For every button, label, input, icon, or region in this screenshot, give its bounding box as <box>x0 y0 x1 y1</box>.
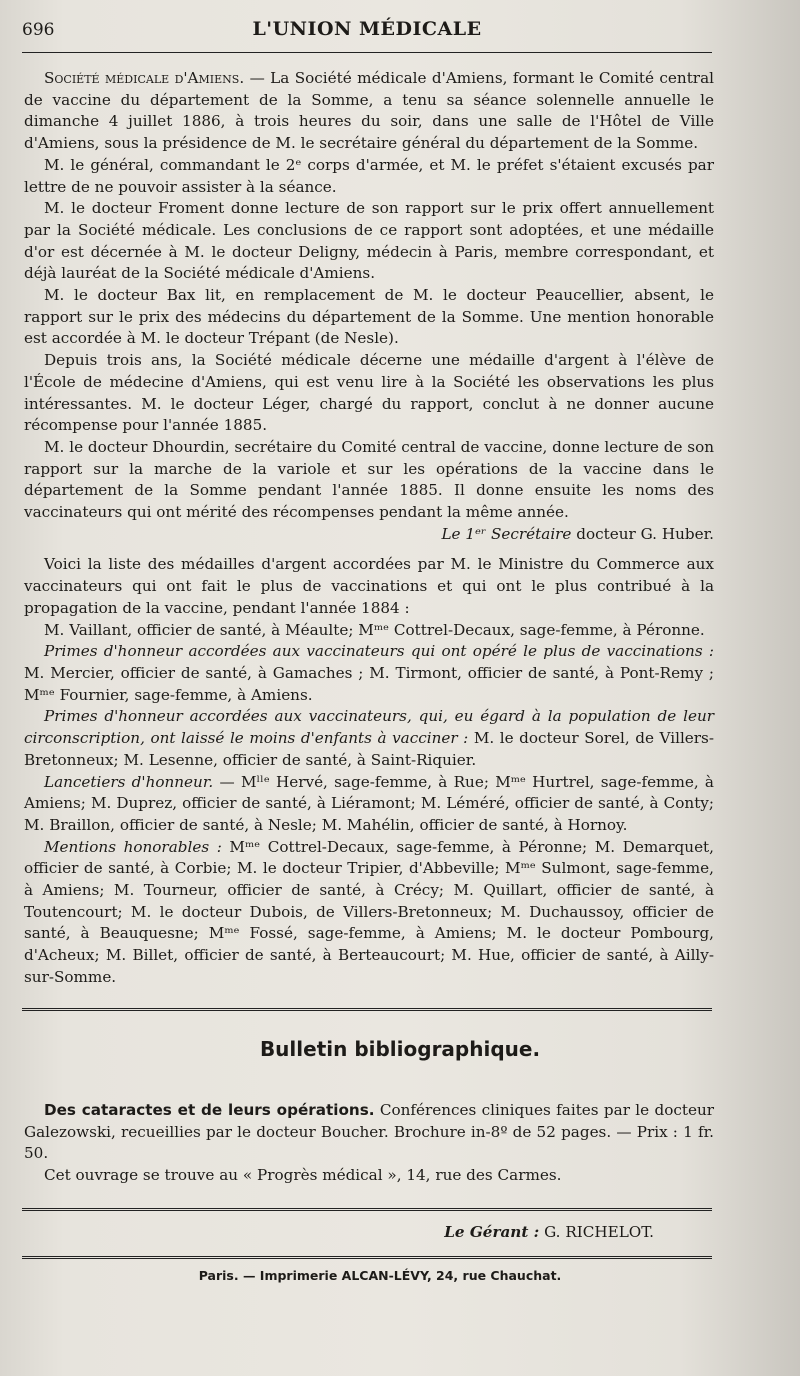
gerant-block <box>24 1222 714 1244</box>
paragraph-froment: M. le docteur Froment donne lecture de son rapport sur le prix offert annuellement par la Société médicale. Les conclusions de ce rapport sont adoptées, et une médaille d'or est décernée à M. le docteur Deligny, médecin à Paris, membre correspondant, et déjà lauréat de la Société médicale d'Amiens. <box>24 199 714 283</box>
printer-rule <box>22 1256 712 1259</box>
paragraph-medaille-ecole: Depuis trois ans, la Société médicale décerne une médaille d'argent à l'élève de l'École de médecine d'Amiens, qui est venu lire à la Société les observations les plus intéressantes. M. le docteur Léger, chargé du rapport, conclut à ne donner aucune récompense pour l'année 1885. <box>24 351 714 435</box>
paragraph-dhourdin: M. le docteur Dhourdin, secrétaire du Comité central de vaccine, donne lecture de son rapport sur la marche de la variole et sur les opérations de la vaccine dans le département de la Somme pendant l'année 1885. Il donne ensuite les noms des vaccinateurs qui ont mérité des récompenses pendant la même année. <box>24 437 714 522</box>
paragraph-mentions: Mentions honorables : Mᵐᵉ Cottrel-Decaux, sage-femme, à Péronne; M. Demarquet, officier de santé, à Corbie; M. le docteur Tripier, d'Abbeville; Mᵐᵉ Sulmont, sage-femme, à Amiens; M. Tourneur, officier de santé, à Crécy; M. Quillart, officier de santé, à Toutencourt; M. le docteur Dubois, de Villers-Bretonneux; M. Duchaussoy, officier de santé, à Beauquesne; Mᵐᵉ Fossé, sage-femme, à Amiens; M. le docteur Pombourg, d'Acheux; M. Billet, officier de santé, à Berteaucourt; M. Hue, officier de santé, à Ailly-sur-Somme. <box>24 837 714 986</box>
section-divider <box>22 1008 712 1011</box>
bulletin-availability: Cet ouvrage se trouve au « Progrès médical », 14, rue des Carmes. <box>44 1166 562 1185</box>
book-title: Des cataractes et de leurs opérations. <box>44 1101 375 1119</box>
header-rule <box>22 52 712 53</box>
page-number: 696 <box>22 20 55 40</box>
journal-title: L'UNION MÉDICALE <box>252 18 482 40</box>
paragraph-medals-list: Voici la liste des médailles d'argent accordées par M. le Ministre du Commerce aux vaccinateurs qui ont fait le plus de vaccinations et qui ont le plus contribué à la propagation de la vaccine, pendant l'année 1884 : <box>24 555 714 617</box>
secretary-signature: Le 1ᵉʳ Secrétaire docteur G. Huber. <box>441 524 714 543</box>
paragraph-primes-population: Primes d'honneur accordées aux vaccinateurs, qui, eu égard à la population de leur circonscription, ont laissé le moins d'enfants à vacciner : M. le docteur Sorel, de Villers-Bretonneux; M. Lesenne, officier de santé, à Saint-Riquier. <box>24 707 714 769</box>
paragraph-vaillant: M. Vaillant, officier de santé, à Méaulte; Mᵐᵉ Cottrel-Decaux, sage-femme, à Péronne. <box>44 620 705 639</box>
bulletin-body <box>24 1100 714 1187</box>
paragraph-excuses: M. le général, commandant le 2ᵉ corps d'armée, et M. le préfet s'étaient excusés par lettre de ne pouvoir assister à la séance. <box>24 155 714 196</box>
paragraph-amiens-intro: Société médicale d'Amiens. — La Société médicale d'Amiens, formant le Comité central de vaccine du département de la Somme, a tenu sa séance solennelle annuelle le dimanche 4 juillet 1886, à trois heures du soir, dans une salle de l'Hôtel de Ville d'Amiens, sous la présidence de M. le secrétaire général du département de la Somme. <box>24 69 714 153</box>
paragraph-primes-vaccinations: Primes d'honneur accordées aux vaccinateurs qui ont opéré le plus de vaccinations : M. Mercier, officier de santé, à Gamaches ; M. Tirmont, officier de santé, à Pont-Remy ; Mᵐᵉ Fournier, sage-femme, à Amiens. <box>24 642 714 704</box>
footer-divider <box>22 1208 712 1211</box>
article-body <box>24 68 714 989</box>
bulletin-title: Bulletin bibliographique. <box>259 1037 541 1061</box>
paragraph-bax: M. le docteur Bax lit, en remplacement de M. le docteur Peaucellier, absent, le rapport sur le prix des médecins du département de la Somme. Une mention honorable est accordée à M. le docteur Trépant (de Nesle). <box>24 286 714 348</box>
gerant-signature: Le Gérant : G. RICHELOT. <box>444 1223 654 1241</box>
page-header <box>22 18 712 46</box>
printer-imprint: Paris. — Imprimerie ALCAN-LÉVY, 24, rue Chauchat. <box>198 1268 562 1283</box>
paragraph-lancetiers: Lancetiers d'honneur. — Mˡˡᵉ Hervé, sage-femme, à Rue; Mᵐᵉ Hurtrel, sage-femme, à Amiens; M. Duprez, officier de santé, à Liéramont; M. Léméré, officier de santé, à Conty; M. Braillon, officier de santé, à Nesle; M. Mahélin, officier de santé, à Hornoy. <box>24 772 714 834</box>
society-heading: Société médicale d'Amiens. <box>44 69 245 87</box>
bulletin-entry: Des cataractes et de leurs opérations. Conférences cliniques faites par le docteur Galezowski, recueillies par le docteur Boucher. Brochure in-8º de 52 pages. — Prix : 1 fr. 50. <box>24 1101 714 1163</box>
